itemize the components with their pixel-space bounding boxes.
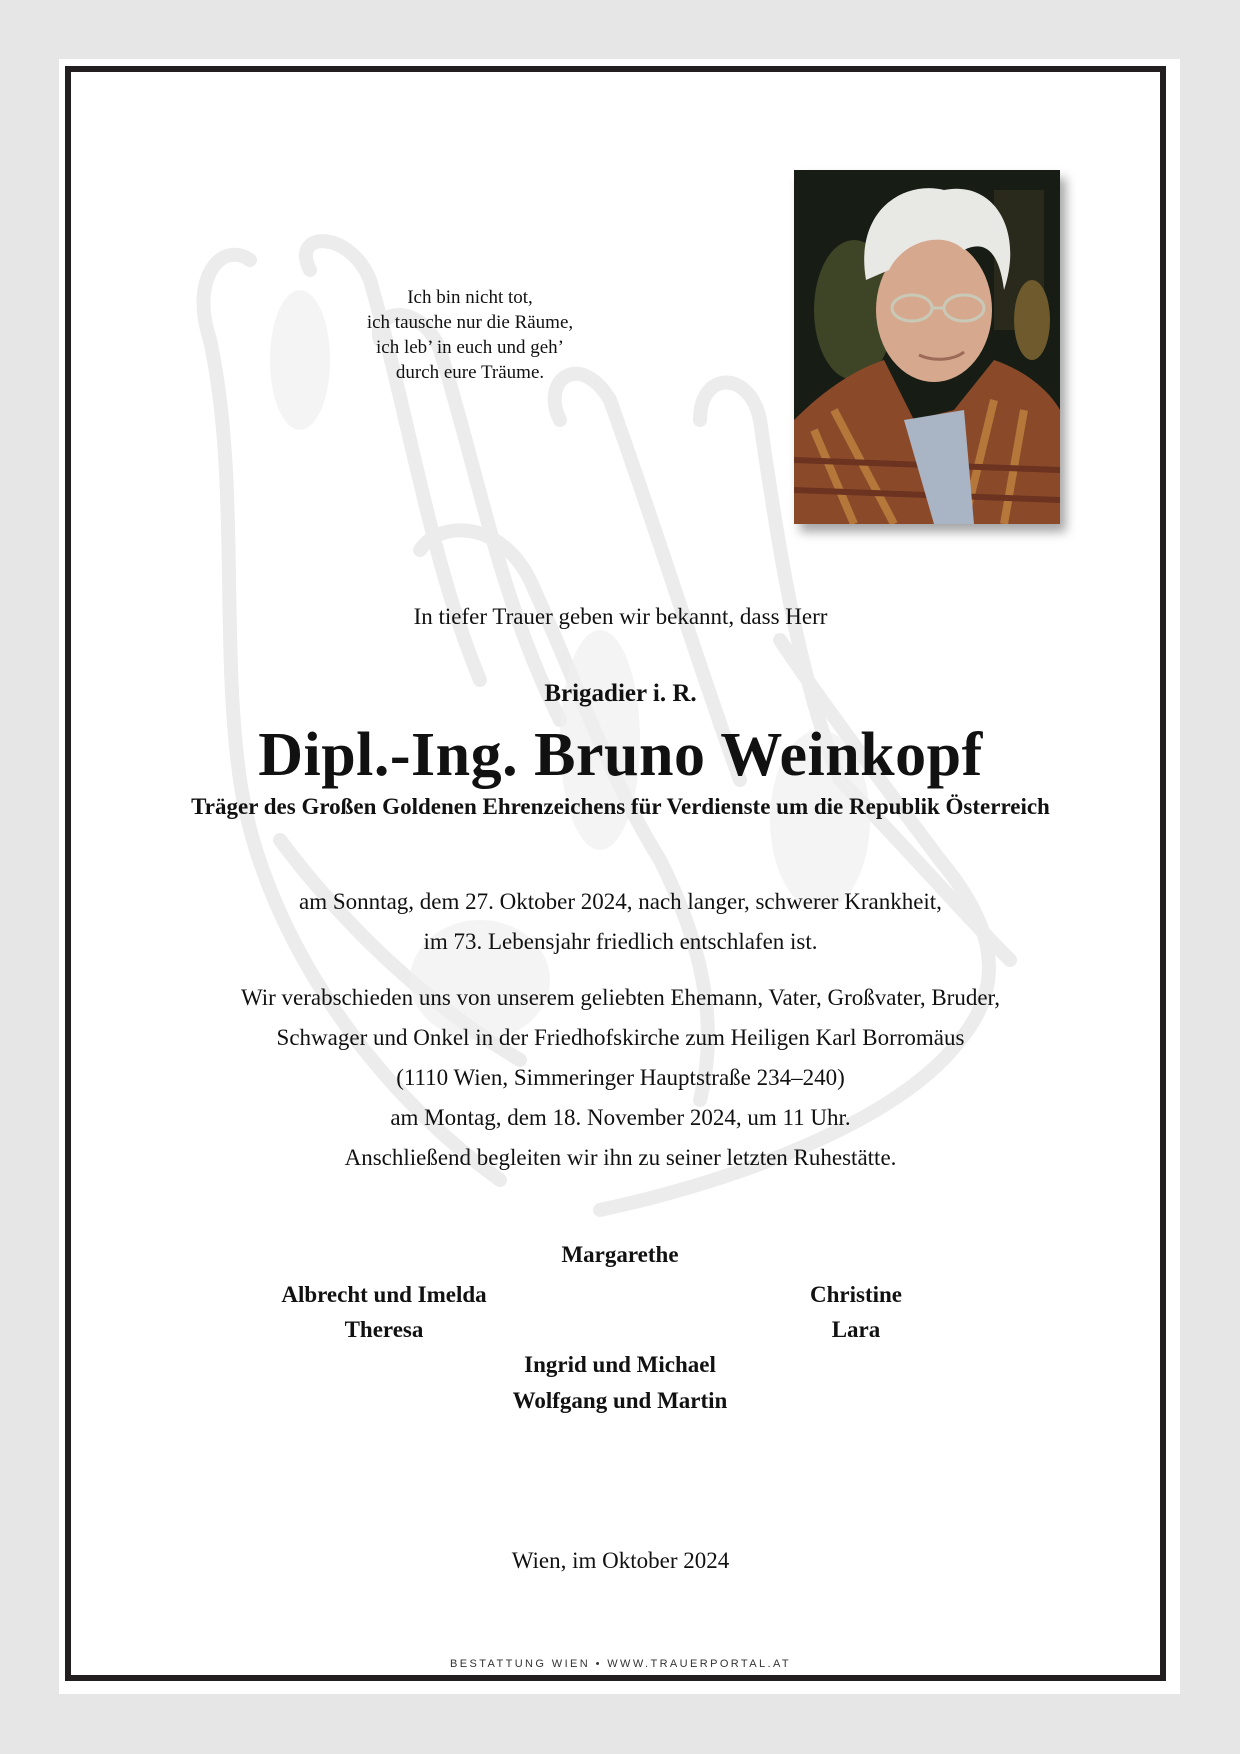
mourner-name: Wolfgang und Martin <box>512 1388 728 1413</box>
mourners-center-bottom <box>420 1347 820 1419</box>
farewell-line: Wir verabschieden uns von unserem geliebten Ehemann, Vater, Großvater, Bruder, <box>240 985 1001 1010</box>
mourner-name: Lara <box>831 1317 881 1342</box>
farewell-line: Schwager und Onkel in der Friedhofskirche zum Heiligen Karl Borromäus <box>276 1025 965 1050</box>
poem-line: Ich bin nicht tot, <box>407 287 533 308</box>
farewell-line: (1110 Wien, Simmeringer Hauptstraße 234–240) <box>396 1065 845 1090</box>
farewell-notice <box>65 978 1176 1178</box>
rank-title: Brigadier i. R. <box>544 680 697 707</box>
death-line: im 73. Lebensjahr friedlich entschlafen ist. <box>423 929 818 954</box>
intro-text: In tiefer Trauer geben wir bekannt, dass Herr <box>413 604 828 629</box>
poem-line: ich leb’ in euch und geh’ <box>376 337 564 358</box>
honor-text: Träger des Großen Goldenen Ehrenzeichens für Verdienste um die Republik Österreich <box>191 794 1050 819</box>
poem-line: durch eure Träume. <box>395 362 545 383</box>
mourners-right <box>656 1277 1056 1347</box>
portrait-photo <box>794 170 1060 524</box>
mourner-name: Theresa <box>344 1317 424 1342</box>
mourners-left <box>184 1277 584 1347</box>
deceased-name: Dipl.-Ing. Bruno Weinkopf <box>258 721 983 789</box>
mourner-name: Christine <box>810 1282 902 1307</box>
farewell-line: am Montag, dem 18. November 2024, um 11 Uhr. <box>390 1105 851 1130</box>
poem <box>300 285 640 385</box>
poem-line: ich tausche nur die Räume, <box>366 312 574 333</box>
footer-imprint: BESTATTUNG WIEN • WWW.TRAUERPORTAL.AT <box>450 1658 791 1670</box>
portrait-image <box>794 170 1060 524</box>
place-date: Wien, im Oktober 2024 <box>511 1548 730 1573</box>
mourner-name: Ingrid und Michael <box>524 1352 716 1377</box>
death-notice <box>65 882 1176 962</box>
mourner-name: Albrecht und Imelda <box>281 1282 487 1307</box>
death-line: am Sonntag, dem 27. Oktober 2024, nach langer, schwerer Krankheit, <box>299 889 942 914</box>
mourner-center-top: Margarethe <box>561 1242 679 1267</box>
farewell-line: Anschließend begleiten wir ihn zu seiner letzten Ruhestätte. <box>344 1145 897 1170</box>
